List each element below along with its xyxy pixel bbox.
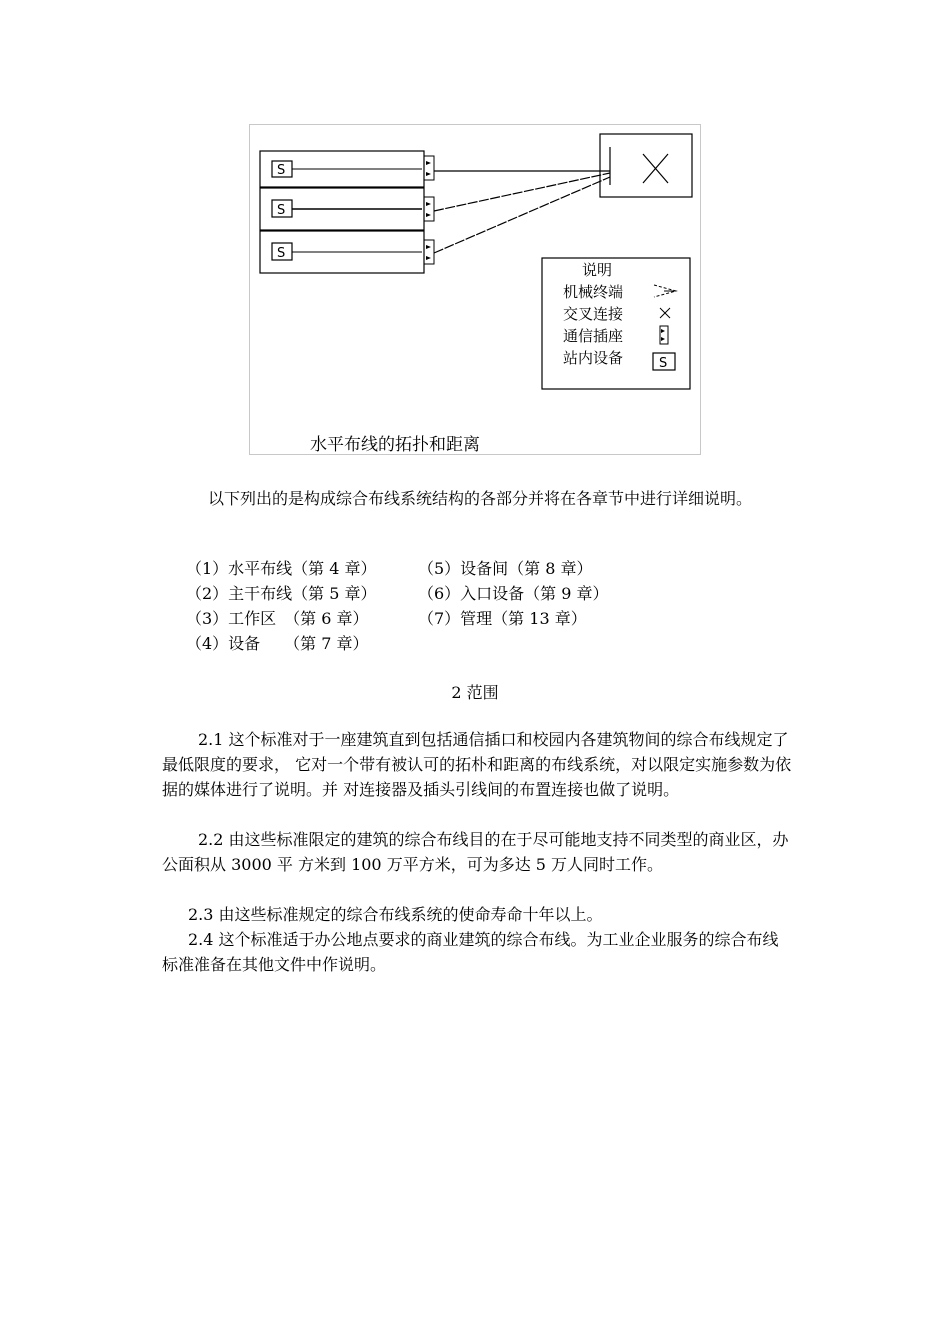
svg-text:S: S (277, 163, 286, 178)
component-item: （3）工作区 （第 6 章） (186, 609, 369, 628)
horizontal-cable (434, 173, 610, 211)
legend-item-label: 交叉连接 (563, 305, 624, 323)
station-equipment-icon (272, 200, 292, 218)
legend-box (542, 258, 690, 389)
figure-caption: 水平布线的拓扑和距离 (310, 435, 480, 455)
component-row (186, 581, 609, 606)
telecom-outlet-icon (424, 156, 434, 180)
horizontal-cable (434, 177, 610, 253)
svg-text:S: S (277, 203, 286, 218)
station-equipment-icon (653, 353, 675, 371)
legend-item-label: 通信插座 (563, 327, 624, 345)
legend-item-label: 机械终端 (563, 283, 624, 301)
component-item: （2）主干布线（第 5 章） (186, 584, 377, 603)
section-title: 2 范围 (451, 683, 499, 702)
scope-paragraph-2-4: 2.4 这个标准适于办公地点要求的商业建筑的综合布线。为工业企业服务的综合布线标准准备在其他文件中作说明。 (162, 930, 779, 974)
component-item: （5）设备间（第 8 章） (418, 559, 593, 578)
component-item: （1）水平布线（第 4 章） (186, 559, 377, 578)
component-item: （7）管理（第 13 章） (418, 609, 587, 628)
svg-text:S: S (659, 356, 668, 371)
intro-paragraph: 以下列出的是构成综合布线系统结构的各部分并将在各章节中进行详细说明。 (208, 489, 753, 508)
svg-text:S: S (277, 246, 286, 261)
component-row (186, 556, 593, 581)
topology-diagram (250, 125, 702, 456)
mechanical-termination-icon (654, 285, 676, 297)
cross-connect-icon (660, 308, 670, 318)
scope-paragraph-2-2: 2.2 由这些标准限定的建筑的综合布线目的在于尽可能地支持不同类型的商业区，办公面积从 3000 平 方米到 100 万平方米，可为多达 5 万人同时工作。 (162, 830, 789, 874)
component-row (186, 631, 418, 656)
telecom-outlet-icon (424, 240, 434, 264)
cross-connect-icon (643, 154, 668, 183)
telecom-closet-box (600, 134, 692, 197)
component-row (186, 606, 587, 631)
topology-figure (249, 124, 701, 455)
component-item: （6）入口设备（第 9 章） (418, 584, 609, 603)
component-item: （4）设备 （第 7 章） (186, 634, 369, 653)
legend-title: 说明 (582, 261, 613, 279)
scope-paragraph-2-3: 2.3 由这些标准规定的综合布线系统的使命寿命十年以上。 (188, 905, 603, 924)
station-equipment-icon (272, 161, 292, 178)
station-equipment-icon (272, 243, 292, 261)
telecom-outlet-icon (424, 197, 434, 221)
telecom-outlet-icon (660, 326, 668, 344)
scope-paragraph-2-1: 2.1 这个标准对于一座建筑直到包括通信插口和校园内各建筑物间的综合布线规定了最低限度的要求， 它对一个带有被认可的拓朴和距离的布线系统，对以限定实施参数为依据的媒体进行了说明。并 对连接器及插头引线间的布置连接也做了说明。 (162, 730, 792, 799)
legend-item-label: 站内设备 (563, 349, 624, 367)
